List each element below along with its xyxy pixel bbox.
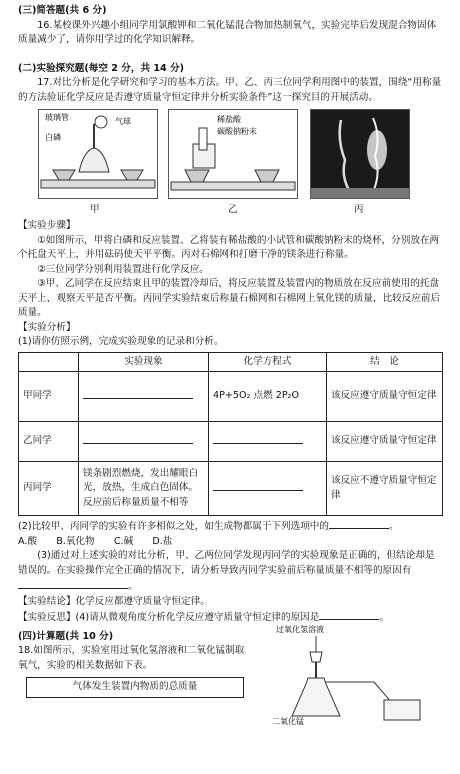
calc-section bbox=[18, 624, 443, 726]
row-conclusion: 该反应遵守质量守恒定律 bbox=[327, 372, 443, 422]
row-phenomenon[interactable] bbox=[79, 422, 209, 462]
figure-oxygen-apparatus bbox=[264, 622, 442, 726]
label-sodium-carbonate: 碳酸钠粉末 bbox=[217, 127, 257, 136]
steps-title: 【实验步骤】 bbox=[18, 220, 76, 231]
step-3: ③甲、乙同学在反应结束且甲的装置冷却后，将反应装置及装置内的物质放在反应前使用的托盘天平上，观察天平是否平衡。丙同学实验结束后称量石棉网和石棉网上氧化镁的质量，比较反应前后质量。 bbox=[18, 278, 441, 318]
question-18: 18.如图所示，实验室用过氧化氢溶液和二氧化锰制取氧气，实验的相关数据如下表。 bbox=[18, 645, 245, 671]
analysis-q2: (2)比较甲、丙同学的实验有许多相似之处，如生成物都属于下列选项中的 。 bbox=[18, 518, 443, 535]
step-1: ①如图所示，甲将白磷和反应装置、乙将装有稀盐酸的小试管和碳酸钠粉末的烧杯，分别放在两个托盘天平上，并用砝码使天平平衡。丙对石棉网和打磨干净的镁条进行称量。 bbox=[18, 234, 440, 260]
analysis-q1: (1)请你仿照示例，完成实验现象的记录和分析。 bbox=[18, 336, 224, 347]
row-equation: 4P+5O₂ 点燃 2P₂O bbox=[209, 372, 327, 422]
caption-c: 丙 bbox=[354, 204, 364, 215]
th-blank bbox=[19, 352, 79, 372]
row-student: 丙同学 bbox=[19, 462, 79, 516]
caption-b: 乙 bbox=[228, 204, 238, 215]
th-phenomenon: 实验现象 bbox=[79, 352, 209, 372]
analysis-q3: (3)通过对上述实验的对比分析，甲、乙两位同学发现丙同学的实验现象是正确的，但结论却是错误的。在实验操作完全正确的情况下，请分析导致丙同学实验前后称量质量不相等的原因有。 bbox=[18, 550, 435, 592]
analysis-options: A.酸 B.氧化物 C.碱 D.盐 bbox=[18, 535, 173, 547]
row-phenomenon[interactable] bbox=[79, 372, 209, 422]
row-conclusion: 该反应不遵守质量守恒定律 bbox=[327, 462, 443, 516]
label-hydrogen-peroxide: 过氧化氢溶液 bbox=[276, 624, 324, 634]
figure-a-apparatus bbox=[38, 109, 158, 199]
answer-blank[interactable] bbox=[319, 609, 379, 620]
reflection: 【实验反思】(4)请从微观角度分析化学反应遵守质量守恒定律的原因是 。 bbox=[18, 609, 443, 626]
figure-b-apparatus bbox=[168, 109, 298, 199]
answer-blank[interactable] bbox=[329, 518, 389, 529]
figure-c-magnesium-photo bbox=[310, 109, 410, 199]
section-2-title: (二)实验探究题(每空 2 分，共 14 分) bbox=[18, 62, 185, 74]
data-table-header: 气体发生装置内物质的总质量 bbox=[27, 678, 244, 698]
section-4-title: (四)计算题(共 10 分) bbox=[18, 630, 114, 642]
table-row bbox=[19, 422, 443, 462]
label-glass-tube: 玻璃管 bbox=[45, 113, 69, 122]
data-table bbox=[26, 677, 244, 698]
th-equation: 化学方程式 bbox=[209, 352, 327, 372]
analysis-table bbox=[18, 352, 443, 517]
label-dilute-hcl: 稀盐酸 bbox=[217, 115, 241, 124]
question-17: 17.对比分析是化学研究和学习的基本方法。甲、乙、丙三位同学利用图中的装置，围绕“用称量的方法验证化学反应是否遵守质量守恒定律并分析实验条件”这一探究目的开展活动。 bbox=[18, 77, 442, 103]
exam-page bbox=[18, 4, 443, 726]
th-conclusion: 结 论 bbox=[327, 352, 443, 372]
label-manganese-dioxide: 二氧化锰 bbox=[272, 716, 304, 726]
caption-a: 甲 bbox=[90, 204, 100, 215]
conclusion: 【实验结论】化学反应都遵守质量守恒定律。 bbox=[18, 595, 210, 607]
answer-blank[interactable] bbox=[18, 578, 128, 589]
answer-space bbox=[18, 48, 443, 62]
row-student: 乙同学 bbox=[19, 422, 79, 462]
question-16: 16.某校课外兴趣小组同学用氯酸钾和二氧化锰混合物加热制氧气，实验完毕后发现混合物固体质量减少了，请你用学过的化学知识解释。 bbox=[18, 19, 437, 45]
section-3-title: (三)简答题(共 6 分) bbox=[18, 5, 107, 16]
table-row bbox=[19, 372, 443, 422]
analysis-title: 【实验分析】 bbox=[18, 321, 76, 333]
figure-row bbox=[18, 109, 443, 215]
step-2: ②三位同学分别利用装置进行化学反应。 bbox=[37, 263, 209, 275]
row-equation[interactable] bbox=[209, 462, 327, 516]
table-row bbox=[19, 462, 443, 516]
row-conclusion: 该反应遵守质量守恒定律 bbox=[327, 422, 443, 462]
row-phenomenon: 镁条剧烈燃烧，发出耀眼白光，放热，生成白色固体。反应前后称量质量不相等 bbox=[79, 462, 209, 516]
label-white-phosphorus: 白磷 bbox=[45, 133, 61, 142]
row-student: 甲同学 bbox=[19, 372, 79, 422]
row-equation[interactable] bbox=[209, 422, 327, 462]
label-balloon: 气球 bbox=[115, 117, 131, 126]
